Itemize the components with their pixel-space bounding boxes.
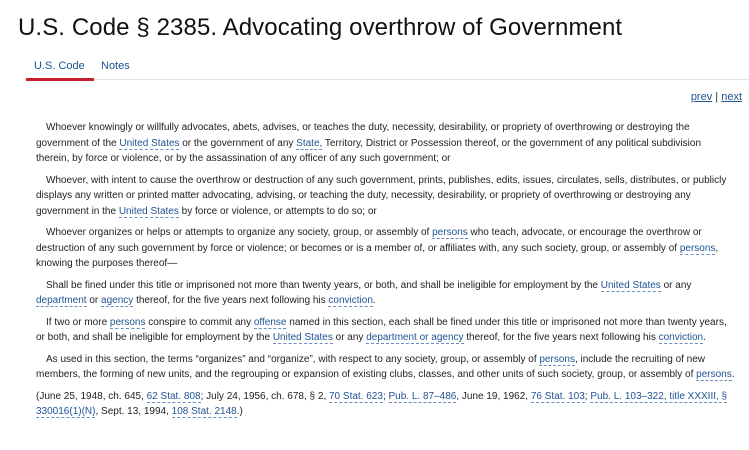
text-run: .) <box>236 406 243 417</box>
paragraph-6 <box>36 352 736 383</box>
text-run: , include the recruiting of new members, the forming of new units, and the regrouping or expansion of existing clubs, classes, and other units of such society, group, or assembly of <box>36 353 706 380</box>
tab-notes[interactable]: Notes <box>101 60 130 72</box>
tab-bar <box>24 50 749 80</box>
definition-link-persons[interactable]: persons <box>109 316 146 328</box>
definition-link-persons[interactable]: persons <box>432 227 468 238</box>
text-run: If two or more <box>46 316 110 328</box>
text-run: or any <box>332 332 367 343</box>
text-run: , knowing the purposes thereof— <box>36 242 719 269</box>
definition-link-conviction[interactable]: conviction <box>328 295 373 306</box>
text-run: by force or violence, or attempts to do so; or <box>178 205 377 217</box>
statute-link[interactable]: 70 Stat. 623 <box>329 390 383 402</box>
text-run: ; <box>584 390 591 402</box>
prev-link[interactable]: prev <box>690 91 713 103</box>
text-run: Whoever organizes or helps or attempts to organize any society, group, or assembly of <box>46 227 433 238</box>
text-run: . <box>372 295 376 306</box>
text-run: As used in this section, the terms “organizes” and “organize”, with respect to any society, group, or assembly of <box>46 353 540 365</box>
text-run: conspire to commit any <box>145 316 254 328</box>
text-run: Whoever, with intent to cause the overthrow or destruction of any such government, prints, publishes, edits, issues, circulates, sells, distributes, or publicly displays any written or printed matter advocating, advising, or teaching the duty, necessity, desirability, or propriety of overthrowing or destroying any government in the <box>36 174 727 217</box>
tab-us-code[interactable]: U.S. Code <box>34 60 85 72</box>
next-link[interactable]: next <box>721 91 742 103</box>
text-run: or the government of any <box>179 137 297 149</box>
text-run: or any <box>660 279 692 291</box>
statute-link[interactable]: 108 Stat. 2148 <box>171 406 237 417</box>
text-run: Shall be fined under this title or imprisoned not more than twenty years, or both, and shall be ineligible for employment by the <box>46 279 601 291</box>
text-run: thereof, for the five years next following his <box>463 332 659 343</box>
paragraph-2 <box>36 173 736 220</box>
statute-link[interactable]: 76 Stat. 103 <box>530 390 585 402</box>
text-run: who teach, advocate, or encourage the overthrow or destruction of any such government by force or violence; or becomes or is a member of, or affiliates with, any such society, group, or assembly of <box>36 227 702 254</box>
definition-link-department-or-agency[interactable]: department or agency <box>366 332 464 343</box>
definition-link-united-states[interactable]: United States <box>272 332 333 343</box>
paragraph-1 <box>36 120 736 167</box>
statute-link[interactable]: 62 Stat. 808 <box>146 390 201 402</box>
section-text <box>36 120 736 426</box>
text-run: . <box>703 332 706 343</box>
text-run: named in this section, each shall be fined under this title or imprisoned not more than twenty years, or both, and shall be ineligible for employment by the <box>36 316 727 343</box>
text-run: ; <box>382 390 389 402</box>
text-run: . <box>731 369 735 380</box>
definition-link-conviction[interactable]: conviction <box>658 332 704 343</box>
definition-link-united-states[interactable]: United States <box>119 137 180 149</box>
definition-link-persons[interactable]: persons <box>539 353 575 365</box>
paragraph-5 <box>36 315 736 346</box>
definition-link-department[interactable]: department <box>36 295 87 306</box>
source-credits <box>36 389 736 420</box>
text-run: thereof, for the five years next following his <box>133 295 329 306</box>
page-title: U.S. Code § 2385. Advocating overthrow of Government <box>18 14 623 41</box>
text-run: or <box>86 295 102 306</box>
definition-link-offense[interactable]: offense <box>253 316 287 328</box>
public-law-link[interactable]: Pub. L. 87–486 <box>388 390 457 402</box>
definition-link-state[interactable]: State, <box>296 137 323 149</box>
definition-link-persons[interactable]: persons <box>679 242 716 254</box>
paragraph-4 <box>36 278 736 309</box>
text-run: ; July 24, 1956, ch. 678, § 2, <box>200 390 329 402</box>
text-run: , June 19, 1962, <box>456 390 531 402</box>
definition-link-persons[interactable]: persons <box>696 369 732 380</box>
public-law-link[interactable]: Pub. L. 103–322, title XXXIII, § 330016(1)(N) <box>36 390 728 417</box>
text-run: Territory, District or Possession thereof, or the government of any political subdivision therein, by force or violence, or by the assassination of any officer of any such government; or <box>36 137 701 164</box>
pager-separator: | <box>712 91 722 103</box>
text-run: , Sept. 13, 1994, <box>95 406 172 417</box>
definition-link-agency[interactable]: agency <box>101 295 134 306</box>
definition-link-united-states[interactable]: United States <box>118 205 179 217</box>
text-run: Whoever knowingly or willfully advocates, abets, advises, or teaches the duty, necessity, desirability, or propriety of overthrowing or destroying the government of the <box>36 122 690 149</box>
text-run: (June 25, 1948, ch. 645, <box>36 390 147 402</box>
pager <box>691 91 742 103</box>
paragraph-3 <box>36 225 736 272</box>
definition-link-united-states[interactable]: United States <box>600 279 661 291</box>
